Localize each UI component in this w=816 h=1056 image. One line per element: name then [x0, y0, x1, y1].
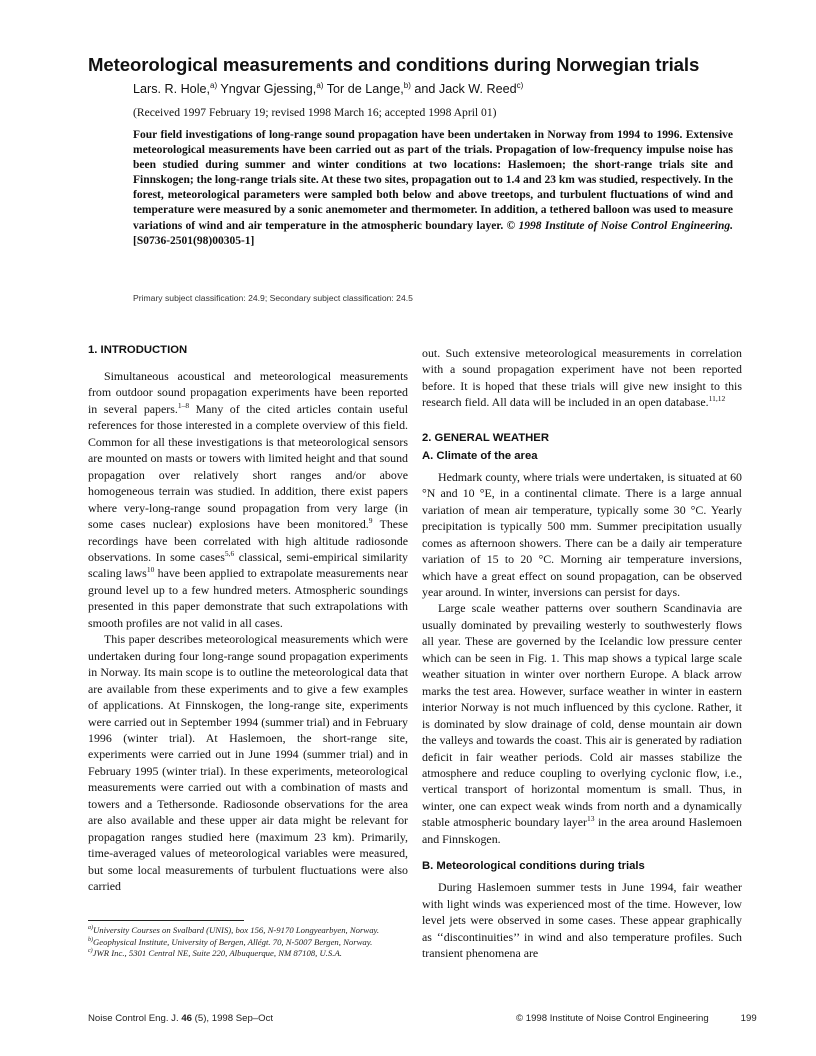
footnote-rule: [88, 920, 244, 921]
footnotes: [88, 925, 406, 960]
author-list: Lars. R. Hole,$^{a)}$ Yngvar Gjessing,$^{a)}$ Tor de Lange,$^{b)}$ and Jack W. Reed$^{c)}$: [133, 81, 524, 96]
reference-superscript: 11,12: [708, 394, 726, 404]
subject-classification: Primary subject classification: 24.9; Secondary subject classification: 24.5: [133, 293, 413, 303]
right-column: [422, 345, 742, 962]
reference-superscript: 5,6: [224, 548, 235, 558]
footnote-text: JWR Inc., 5301 Central NE, Suite 220, Albuquerque, NM 87108, U.S.A.: [92, 948, 342, 959]
footnote-mark: a): [88, 925, 93, 931]
page-number: 199: [740, 1013, 757, 1024]
author-name: Tor de Lange,: [326, 82, 404, 96]
affiliation-mark: a): [316, 81, 324, 90]
section-heading-general-weather: 2. GENERAL WEATHER: [422, 431, 549, 444]
paragraph: Hedmark county, where trials were undertaken, is situated at 60 °N and 10 °E, in a continental climate. There is a large annual variation of mean air temperature, typically some 30 °C. Yearly precipitation is typically 500 mm. Summer precipitation usually comes as afternoon showers. There can be a daily air temperature variation of 15 to 20 °C. Morning air temperature inversions, which have a great effect on sound propagation, can be observed year around. In winter, inversions can persist for days.: [422, 469, 742, 599]
reference-superscript: 9: [368, 516, 373, 526]
received-dates: (Received 1997 February 19; revised 1998 March 16; accepted 1998 April 01): [133, 106, 497, 119]
paragraph: During Haslemoen summer tests in June 1994, fair weather with light winds was experienced most of the time. However, low level jets were observed in some cases. These appear graphically as ‘‘discontinuities’’ in wind and also temperature profiles. Such transient phenomena are: [422, 880, 742, 961]
reference-superscript: 1–8: [177, 400, 190, 410]
footer-journal-name: Noise Control Eng. J.: [88, 1013, 179, 1024]
footnote-text: University Courses on Svalbard (UNIS), box 156, N-9170 Longyearbyen, Norway.: [93, 925, 380, 935]
affiliation-mark: b): [403, 81, 411, 90]
footnote: [88, 925, 406, 937]
footnote-mark: c): [88, 948, 93, 955]
author-name: Lars. R. Hole,: [133, 82, 210, 96]
affiliation-mark: a): [210, 81, 218, 90]
author-name: Yngvar Gjessing,: [220, 82, 317, 96]
abstract-copyright: © 1998 Institute of Noise Control Engineering.: [506, 219, 733, 232]
paragraph: This paper describes meteorological measurements which were undertaken during four long-range sound propagation experiments in Norway. Its main scope is to outline the meteorological data that are available from these experiments and to give a few examples of applications. At Finnskogen, the long-range site, experiments were carried out in September 1994 (summer trial) and in February 1996 (winter trial). At Haslemoen, the short-range site, experiments were carried out in June 1994 (summer trial) and in February 1995 (winter trial). In these experiments, meteorological measurements were carried out with a combination of masts and towers and a Tethersonde. Radiosonde observations for the area are also available and these upper air data might be relevant for propagation ranges studied here (maximum 23 km). Primarily, time-averaged values of meteorological variables were measured, but some local measurements of turbulent fluctuations were also carried: [88, 632, 408, 894]
paragraph: Large scale weather patterns over southern Scandinavia are usually dominated by prevailing westerly to southwesterly flows all year. These are governed by the Icelandic low pressure center which can be seen in Fig. 1. This map shows a typical large scale weather situation in winter over northern Europe. A black arrow marks the test area. However, surface weather in winter in eastern interior Norway is not much influenced by this cyclone. Rather, it is dominated by slow drainage of cold, dense mountain air down the valleys and towards the coast. This air is generated by radiation deficit in fair weather periods. Cold air masses stabilize the atmosphere and reduce coupling to overlying cyclonic flow, i.e., vertical transport of horizontal momentum is small. Thus, in winter, one can expect weak winds from north and a dynamically stable atmospheric boundary layer$^{13}$ in the area around Haslemoen and Finnskogen.: [422, 601, 742, 846]
section-heading-introduction: 1. INTRODUCTION: [88, 344, 188, 356]
paragraph: Simultaneous acoustical and meteorological measurements from outdoor sound propagation experiments have been reported in several papers.$^{1-8}$ Many of the cited articles contain useful references for those interested in a complete overview of this field. Common for all these investigations is that meteorological sensors are mounted on masts or towers with limited height and that sound propagation over relatively short ranges and/or above homogeneous terrain was studied. In addition, there exist papers where very-long-range sound propagation from very large (in some cases nuclear) explosions have been monitored.$^9$ These recordings have been correlated with high altitude radiosonde observations. In some cases$^{5,6}$ classical, semi-empirical similarity scaling laws$^{10}$ have been applied to extrapolate measurements near ground level up to a few hundred meters. Atmospheric soundings presented in this paper demonstrate that such extrapolations with smooth profiles are not valid in all cases.: [88, 369, 409, 630]
abstract-pii: [S0736-2501(98)00305-1]: [133, 234, 255, 247]
abstract-text: Four field investigations of long-range sound propagation have been undertaken in Norway from 1994 to 1996. Extensive meteorological measurements have been carried out as part of the trials. Propagation of low-frequency impulse noise has been studied during summer and winter conditions at two locations: Haslemoen; the short-range trials site and Finnskogen; the long-range trials site. At these two sites, propagation out to 1.4 and 23 km was studied, respectively. In the forest, meteorological parameters were sampled both below and above treetops, and turbulent fluctuations of wind and temperature were measured by a sonic anemometer and thermometer. In addition, a tethered balloon was used to measure variations of wind and air temperature in the atmospheric boundary layer.: [133, 129, 733, 232]
footnote: [88, 948, 406, 960]
footer-issue-date: (5), 1998 Sep–Oct: [194, 1013, 274, 1024]
paragraph: out. Such extensive meteorological measurements in correlation with a sound propagation experiment have not been reported before. It is hoped that these trials will give new insight to this research field. All data will be included in an open database.$^{11,12}$: [422, 346, 742, 410]
footnote: [88, 937, 406, 949]
footnote-text: Geophysical Institute, University of Bergen, Allégt. 70, N-5007 Bergen, Norway.: [93, 936, 373, 947]
footer-copyright: © 1998 Institute of Noise Control Engineering: [516, 1013, 709, 1024]
subsection-heading-climate: A. Climate of the area: [422, 449, 538, 462]
subsection-heading-conditions: B. Meteorological conditions during trials: [422, 860, 645, 873]
reference-superscript: 10: [146, 565, 155, 575]
affiliation-mark: c): [516, 81, 524, 90]
footnote-mark: b): [88, 936, 93, 943]
author-name: Jack W. Reed: [438, 82, 517, 96]
footer-journal: [88, 1013, 273, 1024]
paper-title: Meteorological measurements and conditions during Norwegian trials: [88, 54, 700, 75]
left-column: [88, 343, 408, 895]
footer-publisher: [516, 1013, 757, 1024]
reference-superscript: 13: [586, 814, 595, 824]
footer-volume: 46: [181, 1013, 192, 1024]
abstract: [133, 128, 733, 249]
